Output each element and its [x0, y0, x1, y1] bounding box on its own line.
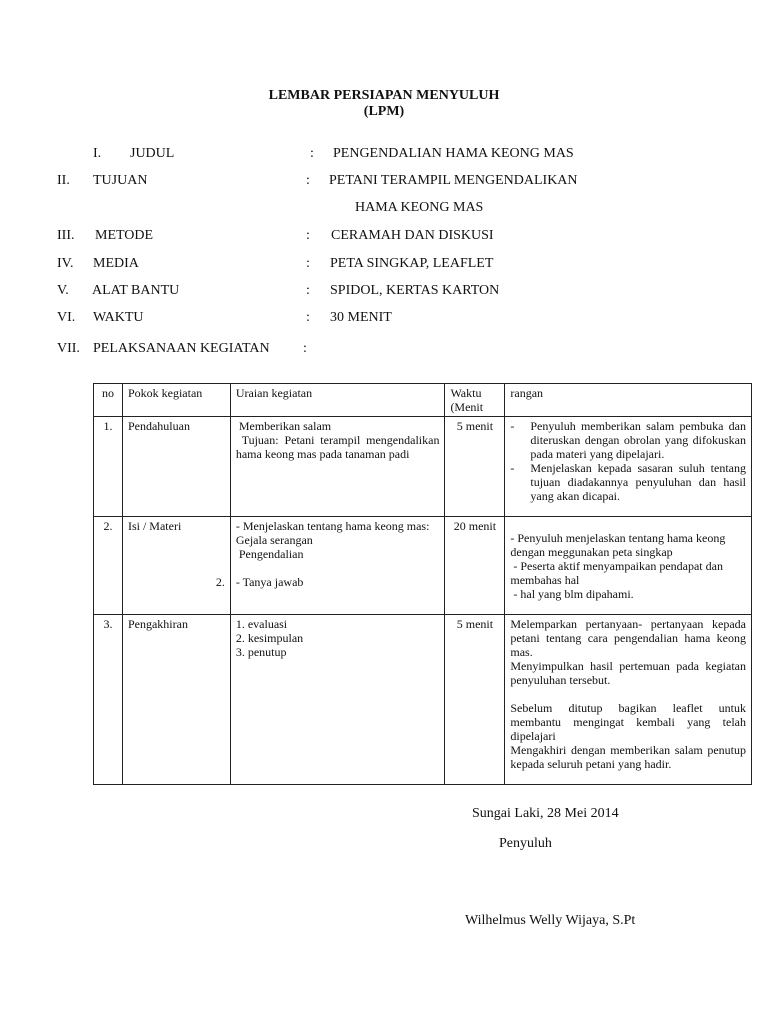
field-tujuan-number: II.: [57, 173, 70, 188]
field-pelaksanaan-colon: :: [303, 341, 307, 356]
activity-table: [93, 383, 752, 785]
header-keterangan: rangan: [505, 384, 752, 417]
row-waktu: 5 menit: [445, 615, 505, 785]
row-keterangan: [505, 417, 752, 517]
table-header-row: [94, 384, 752, 417]
field-metode-colon: :: [306, 228, 310, 243]
table-row: [94, 417, 752, 517]
field-waktu-label: WAKTU: [93, 310, 144, 325]
uraian-line: - Menjelaskan tentang hama keong mas:: [235, 519, 430, 533]
keterangan-paragraph: Mengakhiri dengan memberikan salam penutup kepada seluruh petani yang hadir.: [510, 743, 746, 771]
bullet-dash: -: [510, 461, 515, 475]
field-metode-value: CERAMAH DAN DISKUSI: [331, 228, 494, 243]
row-keterangan: [505, 615, 752, 785]
field-pelaksanaan-label: PELAKSANAAN KEGIATAN: [93, 341, 270, 356]
field-judul-number: I.: [93, 146, 102, 161]
row-no: 3.: [94, 615, 123, 785]
row-pokok: [122, 517, 230, 615]
uraian-line: 3. penutup: [235, 645, 287, 659]
keterangan-item: [510, 419, 746, 461]
keterangan-item: [510, 461, 746, 503]
row-uraian: [230, 615, 445, 785]
uraian-line: Pengendalian: [235, 547, 304, 561]
field-tujuan-colon: :: [306, 173, 310, 188]
field-pelaksanaan-number: VII.: [57, 341, 80, 356]
keterangan-line: - Penyuluh menjelaskan tentang hama keong dengan meggunakan peta singkap: [510, 531, 726, 559]
field-judul-colon: :: [310, 146, 314, 161]
keterangan-paragraph: Sebelum ditutup bagikan leaflet untuk membantu mengingat kembali yang telah dipelajari: [510, 701, 746, 743]
field-tujuan-value-continued: HAMA KEONG MAS: [355, 200, 484, 215]
document-subtitle: (LPM): [363, 104, 405, 119]
header-pokok-kegiatan: Pokok kegiatan: [122, 384, 230, 417]
row-keterangan: [505, 517, 752, 615]
header-waktu-line1: Waktu: [450, 386, 482, 400]
field-waktu-value: 30 MENIT: [330, 310, 392, 325]
field-media-label: MEDIA: [93, 256, 139, 271]
uraian-line: Tujuan: Petani terampil mengendalikan hama keong mas pada tanaman padi: [235, 433, 443, 461]
table-row: [94, 517, 752, 615]
signature-role: Penyuluh: [499, 836, 552, 851]
table-row: [94, 615, 752, 785]
row-no: 1.: [94, 417, 123, 517]
field-media-value: PETA SINGKAP, LEAFLET: [330, 256, 494, 271]
uraian-line: Gejala serangan: [235, 533, 313, 547]
header-no: no: [94, 384, 123, 417]
field-media-number: IV.: [57, 256, 74, 271]
header-uraian-kegiatan: Uraian kegiatan: [230, 384, 445, 417]
document-title: LEMBAR PERSIAPAN MENYULUH: [268, 88, 500, 103]
uraian-line: 2. kesimpulan: [235, 631, 304, 645]
row-pokok-label: Isi / Materi: [127, 519, 182, 533]
field-waktu-number: VI.: [57, 310, 76, 325]
keterangan-line: - hal yang blm dipahami.: [510, 587, 634, 601]
field-tujuan-value: PETANI TERAMPIL MENGENDALIKAN: [329, 173, 578, 188]
field-alat-colon: :: [306, 283, 310, 298]
field-media-colon: :: [306, 256, 310, 271]
signature-place-date: Sungai Laki, 28 Mei 2014: [472, 806, 619, 821]
keterangan-paragraph: Menyimpulkan hasil pertemuan pada kegiatan penyuluhan tersebut.: [510, 659, 746, 687]
header-waktu: [445, 384, 505, 417]
field-alat-label: ALAT BANTU: [92, 283, 180, 298]
bullet-dash: -: [510, 419, 515, 433]
row-uraian: [230, 417, 445, 517]
row-waktu: 5 menit: [445, 417, 505, 517]
field-judul-value: PENGENDALIAN HAMA KEONG MAS: [333, 146, 574, 161]
field-alat-value: SPIDOL, KERTAS KARTON: [330, 283, 500, 298]
keterangan-text: Menjelaskan kepada sasaran suluh tentang tujuan diadakannya penyuluhan dan hasil yang akan dicapai.: [530, 461, 746, 503]
field-judul-label: JUDUL: [130, 146, 175, 161]
keterangan-text: Penyuluh memberikan salam pembuka dan diteruskan dengan obrolan yang difokuskan pada materi yang dipelajari.: [530, 419, 746, 461]
row-no: 2.: [94, 517, 123, 615]
keterangan-line: - Peserta aktif menyampaikan pendapat dan membahas hal: [510, 559, 726, 587]
row-pokok-number: 2.: [215, 575, 225, 589]
field-metode-label: METODE: [95, 228, 154, 243]
uraian-line: - Tanya jawab: [235, 575, 304, 589]
row-pokok: Pendahuluan: [122, 417, 230, 517]
header-waktu-line2: (Menit: [450, 400, 484, 414]
row-waktu: 20 menit: [445, 517, 505, 615]
row-pokok: Pengakhiran: [122, 615, 230, 785]
field-waktu-colon: :: [306, 310, 310, 325]
keterangan-paragraph: Melemparkan pertanyaan- pertanyaan kepada petani tentang cara pengendalian hama keong mas.: [510, 617, 746, 659]
field-tujuan-label: TUJUAN: [93, 173, 148, 188]
uraian-line: 1. evaluasi: [235, 617, 288, 631]
field-metode-number: III.: [57, 228, 75, 243]
field-alat-number: V.: [57, 283, 69, 298]
row-uraian: [230, 517, 445, 615]
signature-name: Wilhelmus Welly Wijaya, S.Pt: [465, 913, 636, 928]
uraian-line: Memberikan salam: [235, 419, 332, 433]
